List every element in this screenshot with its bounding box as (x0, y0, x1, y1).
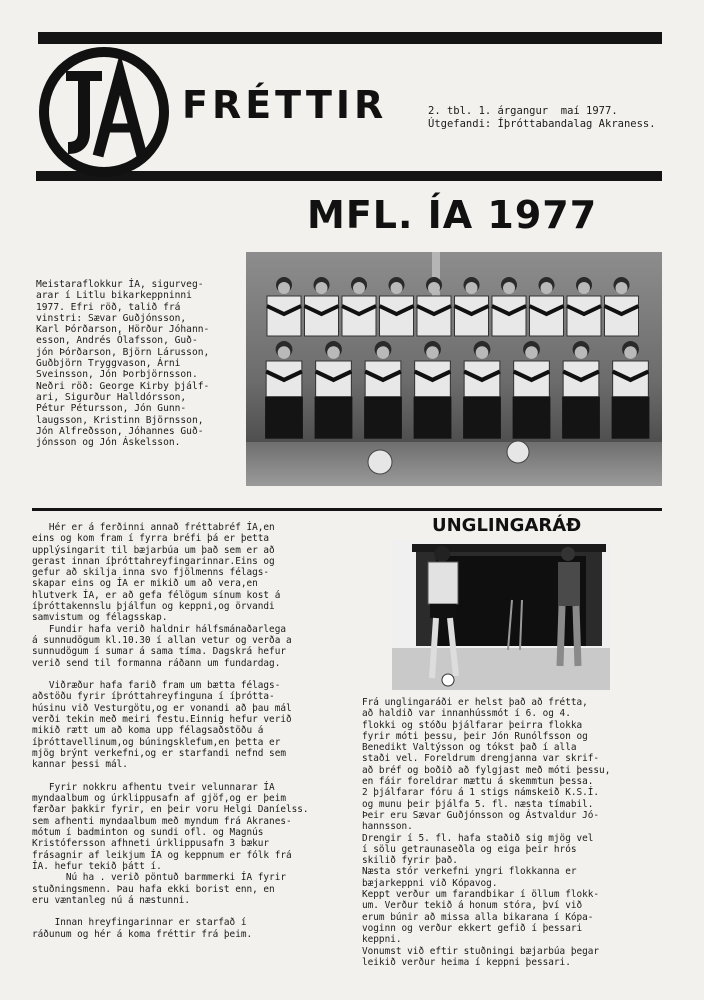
body-line: Viðræður hafa farið fram um bætta félags- (32, 680, 281, 692)
body-line: kannar þessi mál. (32, 759, 128, 771)
youth-line: flokki og stóðu þjálfarar þeirra flokka (362, 719, 583, 731)
youth-photo (392, 540, 610, 690)
body-line: samvistum og félagsskap. (32, 612, 168, 624)
issue-line: 2. tbl. 1. árgangur maí 1977. (428, 105, 618, 117)
body-line: sem afhenti myndaalbum með myndum frá Akranes- (32, 815, 292, 827)
body-line (32, 771, 344, 782)
body-line: verði tekin með meiri festu.Einnig hefur verið (32, 714, 292, 726)
youth-line: Næsta stór verkefni yngri flokkanna er (362, 866, 577, 878)
body-line: Innan hreyfingarinnar er starfað í (32, 917, 247, 929)
team-headline: MFL. ÍA 1977 (307, 193, 598, 237)
team-photo (246, 252, 662, 486)
youth-council-body (362, 697, 682, 968)
youth-line: og munu þeir þjálfa 5. fl. næsta tímabil. (362, 798, 594, 810)
caption-line: Pétur Pétursson, Jón Gunn- (36, 403, 187, 415)
body-line: stuðningsmenn. Þau hafa ekki borist enn, en (32, 883, 275, 895)
youth-line: fyrir móti þessu, þeir Jón Runólfsson og (362, 730, 588, 742)
caption-line: jón Þórðarson, Björn Lárusson, (36, 346, 210, 358)
body-line: skapar eins og ÍA er mikið um að vera,en (32, 578, 258, 590)
caption-line: 1977. Efri röð, talið frá (36, 301, 181, 313)
publisher-line: Útgefandi: Íþróttabandalag Akraness. (428, 118, 656, 130)
body-line: færðar þakkir fyrir, en þeir voru Helgi Daníelss. (32, 804, 309, 816)
ia-logo (36, 44, 172, 180)
caption-line: ari, Sigurður Halldórsson, (36, 391, 187, 403)
body-line: gerast innan íþróttahreyfingarinnar.Eins og (32, 555, 275, 567)
caption-line: laugsson, Kristinn Björnsson, (36, 414, 204, 426)
body-line: mikið rætt um að koma upp félagsaðstöðu á (32, 725, 264, 737)
caption-line: Guðbjörn Tryggvason, Árni (36, 358, 181, 370)
section-rule (32, 508, 662, 511)
body-line: á sunnudögum kl.10.30 í allan vetur og verða a (32, 634, 292, 646)
body-line: upplýsingarit til bæjarbúa um það sem er að (32, 544, 275, 556)
youth-council-heading: UNGLINGARÁÐ (432, 515, 582, 536)
youth-line: voginn og verður ekkert gefið í þessari (362, 922, 583, 934)
youth-line: bæjarkeppni við Kópavog. (362, 877, 498, 889)
caption-line: Meistaraflokkur ÍA, sigurveg- (36, 279, 204, 290)
caption-line: Sveinsson, Jón Þorbjörnsson. (36, 369, 198, 381)
body-line: mótum í badminton og sundi ofl. og Magnús (32, 827, 264, 839)
issue-info (428, 105, 656, 131)
caption-line: arar í Litlu bikarkeppninni (36, 290, 192, 302)
youth-line: skilið fyrir það. (362, 855, 458, 867)
body-line: Fundir hafa verið haldnir hálfsmánaðarlega (32, 623, 286, 635)
youth-line: Vonumst við eftir stuðningi bæjarbúa þegar (362, 945, 600, 957)
body-line: eins og kom fram í fyrra bréfi þá er þetta (32, 533, 270, 545)
body-line: Hér er á ferðinni annað fréttabréf ÍA,en (32, 522, 275, 533)
body-line: ÍA. hefur tekið þátt í. (32, 860, 162, 872)
youth-line: Keppt verður um farandbikar í öllum flokk- (362, 889, 600, 901)
body-line: eru væntanleg nú á næstunni. (32, 894, 191, 906)
youth-line: hannsson. (362, 821, 413, 833)
youth-line: í sölu getraunaseðla og eiga þeir hrós (362, 843, 577, 855)
body-line: mjög brýnt verkefni,og er starfandi nefnd sem (32, 747, 286, 759)
youth-line: leikið verður heima í keppni þessari. (362, 956, 571, 968)
body-line: gefur að skilja inna svo fjölmenns félags- (32, 567, 270, 579)
masthead-title: FRÉTTIR (182, 83, 388, 127)
body-line: Kristófersson afhneti úrklippusafn 3 bækur (32, 838, 270, 850)
youth-line: að bréf og boðið að fylgjast með móti þessu, (362, 764, 611, 776)
body-line: Nú ha . verið pöntuð barmmerki ÍA fyrir (32, 872, 286, 884)
body-line (32, 906, 344, 917)
caption-line: Neðri röð: George Kirby þjálf- (36, 380, 210, 392)
team-caption (36, 279, 241, 448)
caption-line: jónsson og Jón Áskelsson. (36, 437, 181, 449)
body-line: ráðunum og hér á koma fréttir frá þeim. (32, 928, 253, 940)
body-line: sunnudögum í sumar á sama tíma. Dagskrá hefur (32, 646, 286, 658)
body-line: verið send til formanna ráðann um fundardag. (32, 657, 281, 669)
youth-line: um. Verður tekið á honum stóra, því við (362, 900, 583, 912)
caption-line: Karl Þórðarson, Hörður Jóhann- (36, 324, 210, 336)
masthead-top-rule (38, 32, 662, 44)
body-line: húsinu við Vesturgötu,og er vonandi að þau mál (32, 702, 292, 714)
youth-line: keppni. (362, 934, 402, 946)
body-line: íþróttakennslu þjálfun og keppni,og örvandi (32, 601, 275, 613)
body-line: frásagnir af leikjum ÍA og keppnum er fólk frá (32, 849, 292, 861)
youth-line: Frá unglingaráði er helst það að frétta, (362, 697, 588, 708)
body-line: íþróttavellinum,og búningsklefum,en þetta er (32, 736, 281, 748)
body-line: Fyrir nokkru afhentu tveir velunnarar ÍA (32, 781, 275, 793)
caption-line: vinstri: Sævar Guðjónsson, (36, 312, 187, 324)
caption-line: Jón Alfreðsson, Jóhannes Guð- (36, 425, 204, 437)
body-line: hlutverk ÍA, er að gefa félögum sínum kost á (32, 589, 281, 601)
youth-line: en fáir foreldrar mættu á skemmtun þessa. (362, 776, 594, 788)
youth-line: Þeir eru Sævar Guðjónsson og Ástvaldur Jó- (362, 809, 600, 821)
caption-line: esson, Andrés Ólafsson, Guð- (36, 335, 198, 347)
body-line: aðstöðu fyrir íþróttahreyfinguna í íþrótta- (32, 691, 275, 703)
article-body (32, 522, 344, 940)
body-line: myndaalbum og úrklippusafn af gjöf,og er þeim (32, 793, 286, 805)
youth-line: 2 þjálfarar fóru á 1 stigs námskeið K.S.Í. (362, 787, 600, 799)
youth-line: að haldið var innanhússmót í 6. og 4. (362, 708, 571, 720)
body-line (32, 669, 344, 680)
youth-line: staði vel. Foreldrum drengjanna var skrif- (362, 753, 600, 765)
youth-line: Benedikt Valtýsson og tókst það í alla (362, 742, 577, 754)
youth-line: Drengir í 5. fl. hafa staðið sig mjög vel (362, 832, 594, 844)
youth-line: erum búnir að missa alla bikarana í Kópa- (362, 911, 594, 923)
